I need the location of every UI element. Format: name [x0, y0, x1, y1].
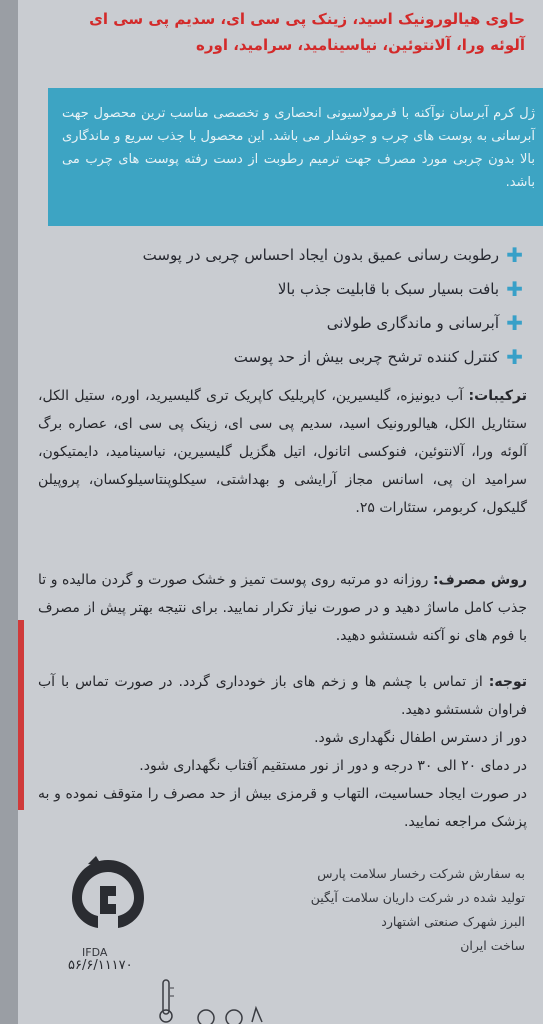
- license-number: ۵۶/۶/۱۱۱۷۰: [68, 958, 133, 973]
- red-edge-stripe: [18, 620, 24, 810]
- intro-box: [48, 88, 543, 226]
- features-list: [48, 238, 525, 374]
- header-line-1: حاوی هیالورونیک اسید، زینک پی سی ای، سدیم پی سی ای: [89, 10, 525, 28]
- usage-section: [38, 566, 527, 650]
- caution-line-2: دور از دسترس اطفال نگهداری شود.: [314, 730, 527, 746]
- caution-line-3: در دمای ۲۰ الی ۳۰ درجه و دور از نور مستقیم آفتاب نگهداری شود.: [139, 758, 527, 774]
- company-line-2: تولید شده در شرکت داریان سلامت آیگین: [310, 890, 525, 905]
- plus-icon: ✚: [506, 277, 523, 301]
- ingredients-label: ترکیبات:: [468, 388, 527, 404]
- ingredients-text: آب دیونیزه، گلیسیرین، کاپریلیک کاپریک تری گلیسیرید، اوره، ستیل الکل، ستئاریل الکل، هیالورونیک اسید، سدیم پی سی ای، زینک پی سی ای، عصاره برگ آلوئه ورا، آلانتوئین، فنوکسی اتانول، اتیل هگزیل گلیسیرین، نیاسینامید، دایمتیکون، سرامید ان پی، اسانس مجاز آرایشی و بهداشتی، سیکلوپنتاسیلوکسان، پروپیلن گلیکول، کربومر، ستئارات ۲۵.: [38, 388, 527, 516]
- manufacturer-info: [165, 862, 525, 958]
- header-line-2: آلوئه ورا، آلانتوئین، نیاسینامید، سرامید، اوره: [196, 36, 525, 54]
- feature-item: ✚ رطوبت رسانی عمیق بدون ایجاد احساس چربی در پوست: [48, 238, 525, 272]
- ifda-label: IFDA: [82, 946, 108, 959]
- company-line-1: به سفارش شرکت رخسار سلامت پارس: [317, 866, 525, 881]
- product-box-panel: [18, 0, 543, 1024]
- storage-symbols-icon: [190, 1000, 270, 1024]
- plus-icon: ✚: [506, 311, 523, 335]
- caution-section: [38, 668, 527, 836]
- feature-item: ✚ بافت بسیار سبک با قابلیت جذب بالا: [48, 272, 525, 306]
- intro-paragraph-1: ژل کرم آبرسان نوآکنه با فرمولاسیونی انحصاری و تخصصی مناسب ترین محصول جهت آبرسانی به پوست های چرب و جوشدار می باشد.: [62, 106, 535, 144]
- caution-line-4: در صورت ایجاد حساسیت، التهاب و قرمزی بیش از حد مصرف را متوقف نموده و به پزشک مراجعه نمایید.: [38, 786, 527, 830]
- usage-label: روش مصرف:: [432, 572, 528, 588]
- caution-line-1: از تماس با چشم ها و زخم های باز خودداری گردد. در صورت تماس با آب فراوان شستشو دهید.: [38, 674, 527, 718]
- intro-paragraph-2: این محصول با جذب سریع و ماندگاری بالا بدون چربی مورد مصرف جهت ترمیم رطوبت از دست رفته پوست های چرب می باشد.: [62, 129, 535, 190]
- feature-item: ✚ آبرسانی و ماندگاری طولانی: [48, 306, 525, 340]
- key-ingredients-header: [38, 6, 525, 58]
- caution-label: توجه:: [488, 674, 528, 690]
- plus-icon: ✚: [506, 243, 523, 267]
- plus-icon: ✚: [506, 345, 523, 369]
- usage-text: روزانه دو مرتبه روی پوست تمیز و خشک صورت و گردن مالیده و تا جذب کامل ماساژ دهید و در صورت نیاز تکرار نمایید. برای نتیجه بهتر پیش از مصرف با فوم های نو آکنه شستشو دهید.: [38, 572, 527, 644]
- thermometer-icon: [156, 978, 176, 1024]
- company-line-4: ساخت ایران: [460, 938, 525, 953]
- ifda-logo-icon: [58, 852, 158, 952]
- ingredients-section: [38, 382, 527, 522]
- company-line-3: البرز شهرک صنعتی اشتهارد: [381, 914, 525, 929]
- feature-item: ✚ کنترل کننده ترشح چربی بیش از حد پوست: [48, 340, 525, 374]
